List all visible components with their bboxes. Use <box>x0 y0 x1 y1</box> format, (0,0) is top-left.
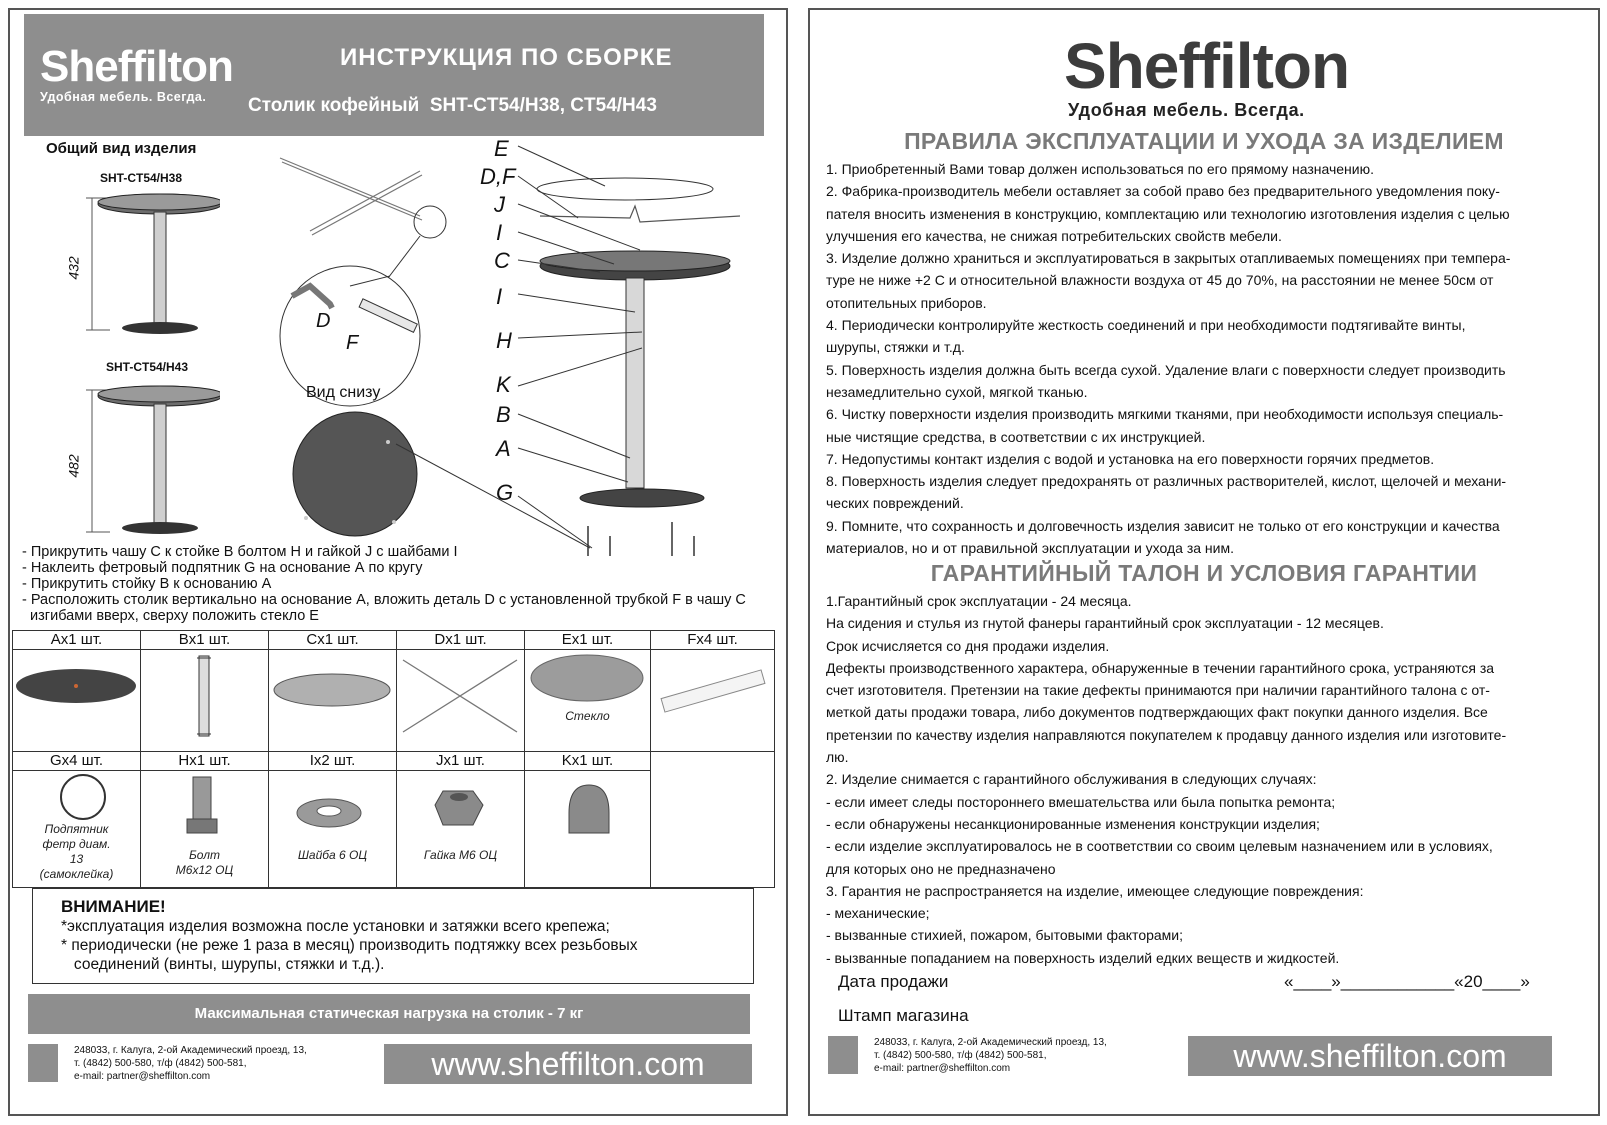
brand-logo <box>1064 32 1349 121</box>
detail-label-d: D <box>316 310 331 332</box>
washer-icon <box>269 771 395 841</box>
rule-line: 8. Поверхность изделия следует предохранять от различных растворителей, кислот, щелочей и механи- <box>826 473 1507 490</box>
rules-title: ПРАВИЛА ЭКСПЛУАТАЦИИ И УХОДА ЗА ИЗДЕЛИЕМ <box>904 128 1504 154</box>
part-letter-i-top: I <box>496 220 503 245</box>
website-link[interactable]: www.sheffilton.com <box>1233 1038 1507 1074</box>
brand-slogan: Удобная мебель. Всегда. <box>40 90 207 104</box>
brand-name: Sheffilton <box>1064 30 1350 102</box>
rule-line: 3. Изделие должно храниться и эксплуатироваться в закрытых отапливаемых помещениях при темпера- <box>826 250 1511 267</box>
rules-list <box>826 158 1592 559</box>
nut-icon <box>397 771 523 841</box>
part-cell-b: Bx1 шт. <box>141 631 269 752</box>
rule-line: 4. Периодически контролируйте жесткость соединений и при необходимости подтягивайте винты, <box>826 317 1466 334</box>
usage-and-warranty-page <box>808 8 1600 1116</box>
warranty-line: меткой даты продажи товара, либо документов подтверждающих факт покупки данного изделия. Все <box>826 704 1488 721</box>
rule-line: улучшения его качества, не снижая потребительских свойств мебели. <box>826 227 1282 244</box>
part-cell-f: Fx4 шт. <box>651 631 775 752</box>
footer-square <box>828 1036 858 1074</box>
attention-line: * периодически (не реже 1 раза в месяц) производить подтяжку всех резьбовых <box>61 937 638 954</box>
part-cell-h: Hx1 шт. Болт М6х12 ОЦ <box>141 752 269 888</box>
warranty-line: 3. Гарантия не распространяется на изделие, имеющее следующие повреждения: <box>826 882 1364 899</box>
part-cell-c: Cx1 шт. <box>269 631 397 752</box>
part-letter-df: D,F <box>480 164 516 189</box>
part-letter-e: E <box>494 136 509 161</box>
sale-date-label: Дата продажи <box>838 972 949 991</box>
part-letter-a: A <box>496 436 511 461</box>
brand-name: Sheffilton <box>40 42 233 91</box>
part-cell-g: Gx4 шт. Подпятник фетр диам. 13 (самоклейка) <box>13 752 141 888</box>
website-banner <box>384 1044 752 1084</box>
part-letter-c: C <box>494 248 510 273</box>
footer-square <box>28 1044 58 1082</box>
rule-line: 5. Поверхность изделия должна быть всегда сухой. Удаление влаги с поверхности следует производить <box>826 361 1506 378</box>
part-cell-empty <box>651 752 775 888</box>
bolt-icon <box>141 771 267 841</box>
assembly-step: - Наклеить фетровый подпятник G на основание А по кругу <box>22 560 423 576</box>
rule-line: ческих повреждений. <box>826 495 964 512</box>
model-label-h38: SHT-CT54/H38 <box>100 171 183 185</box>
company-address: 248033, г. Калуга, 2-ой Академический проезд, 13, т. (4842) 500-580, т/ф (4842) 500-581, e-mail: partner@sheffilton.com <box>874 1037 1107 1074</box>
bottom-view-label: Вид снизу <box>306 384 381 401</box>
warranty-line: - вызванные стихией, пожаром, бытовыми факторами; <box>826 927 1184 944</box>
brand-slogan: Удобная мебель. Всегда. <box>1068 100 1305 120</box>
warranty-line: Срок исчисляется со дня продажи изделия. <box>826 637 1110 654</box>
warranty-line: - вызванные попаданием на поверхность изделий едких веществ и жидкостей. <box>826 949 1340 966</box>
attention-box <box>32 888 754 984</box>
table-general-view-icon <box>70 190 220 540</box>
wire-frame-icon <box>397 650 523 740</box>
glass-icon <box>525 650 649 710</box>
attention-line: соединений (винты, шурупы, стяжки и т.д.). <box>61 956 385 973</box>
part-cell-e: Ex1 шт. Стекло <box>525 631 651 752</box>
warranty-line: 1.Гарантийный срок эксплуатации - 24 месяца. <box>826 593 1132 609</box>
general-view-label: Общий вид изделия <box>46 140 197 157</box>
rule-line: 2. Фабрика-производитель мебели оставляет за собой право без предварительного уведомления поку- <box>826 183 1500 200</box>
rule-line: ные чистящие средства, в соответствии с их инструкцией. <box>826 428 1206 445</box>
rule-line: отопительных приборов. <box>826 294 987 311</box>
page-title: ИНСТРУКЦИЯ ПО СБОРКЕ <box>340 44 673 71</box>
part-letter-i-bottom: I <box>496 284 503 309</box>
part-cell-i: Ix2 шт. Шайба 6 ОЦ <box>269 752 397 888</box>
rule-line: туре не ниже +2 С и относительной влажности воздуха от 45 до 70%, на расстоянии не менее 50см от <box>826 272 1494 289</box>
stem-icon <box>141 650 267 746</box>
warranty-line: - если обнаружены несанкционированные изменения конструкции изделия; <box>826 815 1320 832</box>
rule-line: незамедлительно сухой, мягкой тканью. <box>826 383 1088 400</box>
company-address: 248033, г. Калуга, 2-ой Академический проезд, 13, т. (4842) 500-580, т/ф (4842) 500-581, e-mail: partner@sheffilton.com <box>74 1045 307 1082</box>
rule-line: 9. Помните, что сохранность и долговечность изделия зависит не только от его конструкции и качества <box>826 517 1500 534</box>
assembly-step: - Прикрутить стойку В к основанию А <box>22 576 272 592</box>
cap-nut-icon <box>525 771 649 841</box>
part-letter-j: J <box>494 192 505 217</box>
attention-title: ВНИМАНИЕ! <box>61 897 166 916</box>
assembly-step: - Расположить столик вертикально на основание А, вложить деталь D с установленной трубкой F в чашу С <box>22 592 746 608</box>
part-cell-j: Jx1 шт. Гайка М6 ОЦ <box>397 752 525 888</box>
warranty-line: - если изделие эксплуатировалось не в соответствии со своим целевым назначением или в условиях, <box>826 838 1493 855</box>
tube-icon <box>651 650 773 740</box>
part-letter-g: G <box>496 480 514 505</box>
product-subtitle: Столик кофейный SHT-CT54/H38, CT54/H43 <box>248 95 657 116</box>
assembly-instructions-page <box>8 8 788 1116</box>
base-plate-icon <box>13 650 139 740</box>
assembly-step: - Прикрутить чашу С к стойке В болтом Н и гайкой J с шайбами I <box>22 544 458 560</box>
attention-line: *эксплуатация изделия возможна после установки и затяжки всего крепежа; <box>61 918 610 935</box>
rule-line: пателя вносить изменения в конструкцию, комплектацию или технологию изготовления изделия с целью <box>826 205 1510 222</box>
warranty-line: 2. Изделие снимается с гарантийного обслуживания в следующих случаях: <box>826 771 1317 788</box>
part-letter-k: K <box>496 372 511 397</box>
store-stamp-label: Штамп магазина <box>838 1006 969 1025</box>
rule-line: шурупы, стяжки и т.д. <box>826 339 965 356</box>
max-load-text: Максимальная статическая нагрузка на столик - 7 кг <box>194 1005 584 1022</box>
part-letter-h: H <box>496 328 512 353</box>
model-label-h43: SHT-CT54/H43 <box>106 360 189 374</box>
dimension-432: 432 <box>65 256 82 280</box>
rule-line: 7. Недопустимы контакт изделия с водой и установка на его поверхности горячих предметов. <box>826 450 1435 467</box>
brand-logo <box>40 44 233 104</box>
part-cell-k: Kx1 шт. <box>525 752 651 888</box>
warranty-line: - если имеет следы постороннего вмешательства или была попытка ремонта; <box>826 793 1336 810</box>
bowl-icon <box>269 650 395 740</box>
warranty-line: лю. <box>826 749 849 766</box>
sale-date-field[interactable]: «____»____________«20____» <box>1284 972 1530 991</box>
assembly-steps <box>22 544 782 624</box>
warranty-terms <box>826 590 1592 969</box>
warranty-line: - механические; <box>826 905 930 922</box>
warranty-line: На сидения и стулья из гнутой фанеры гарантийный срок эксплуатации - 12 месяцев. <box>826 615 1384 632</box>
rule-line: 6. Чистку поверхности изделия производить мягкими тканями, при необходимости используя специаль- <box>826 406 1504 423</box>
website-link[interactable]: www.sheffilton.com <box>431 1046 705 1082</box>
max-load-banner <box>28 994 750 1034</box>
rule-line: 1. Приобретенный Вами товар должен использоваться по его прямому назначению. <box>826 161 1374 177</box>
part-letter-b: B <box>496 402 511 427</box>
website-banner <box>1188 1036 1552 1076</box>
dimension-482: 482 <box>65 454 82 478</box>
parts-table <box>12 630 775 888</box>
detail-label-f: F <box>346 332 359 354</box>
part-cell-a: Ax1 шт. <box>13 631 141 752</box>
warranty-line: претензии по качеству изделия направляются покупателем к продавцу данного изделия или изготовите- <box>826 726 1507 743</box>
rule-line: материалов, но и от правильной эксплуатации и ухода за ним. <box>826 540 1234 557</box>
part-cell-d: Dx1 шт. <box>397 631 525 752</box>
assembly-step: изгибами вверх, сверху положить стекло E <box>22 608 319 624</box>
warranty-line: счет изготовителя. Претензии на такие дефекты принимаются при наличии гарантийного талона с от- <box>826 682 1490 699</box>
warranty-title: ГАРАНТИЙНЫЙ ТАЛОН И УСЛОВИЯ ГАРАНТИИ <box>930 560 1478 586</box>
warranty-line: Дефекты производственного характера, обнаруженные в течении гарантийного срока, устраняются за <box>826 659 1495 676</box>
warranty-line: для которых оно не предназначено <box>826 860 1056 877</box>
